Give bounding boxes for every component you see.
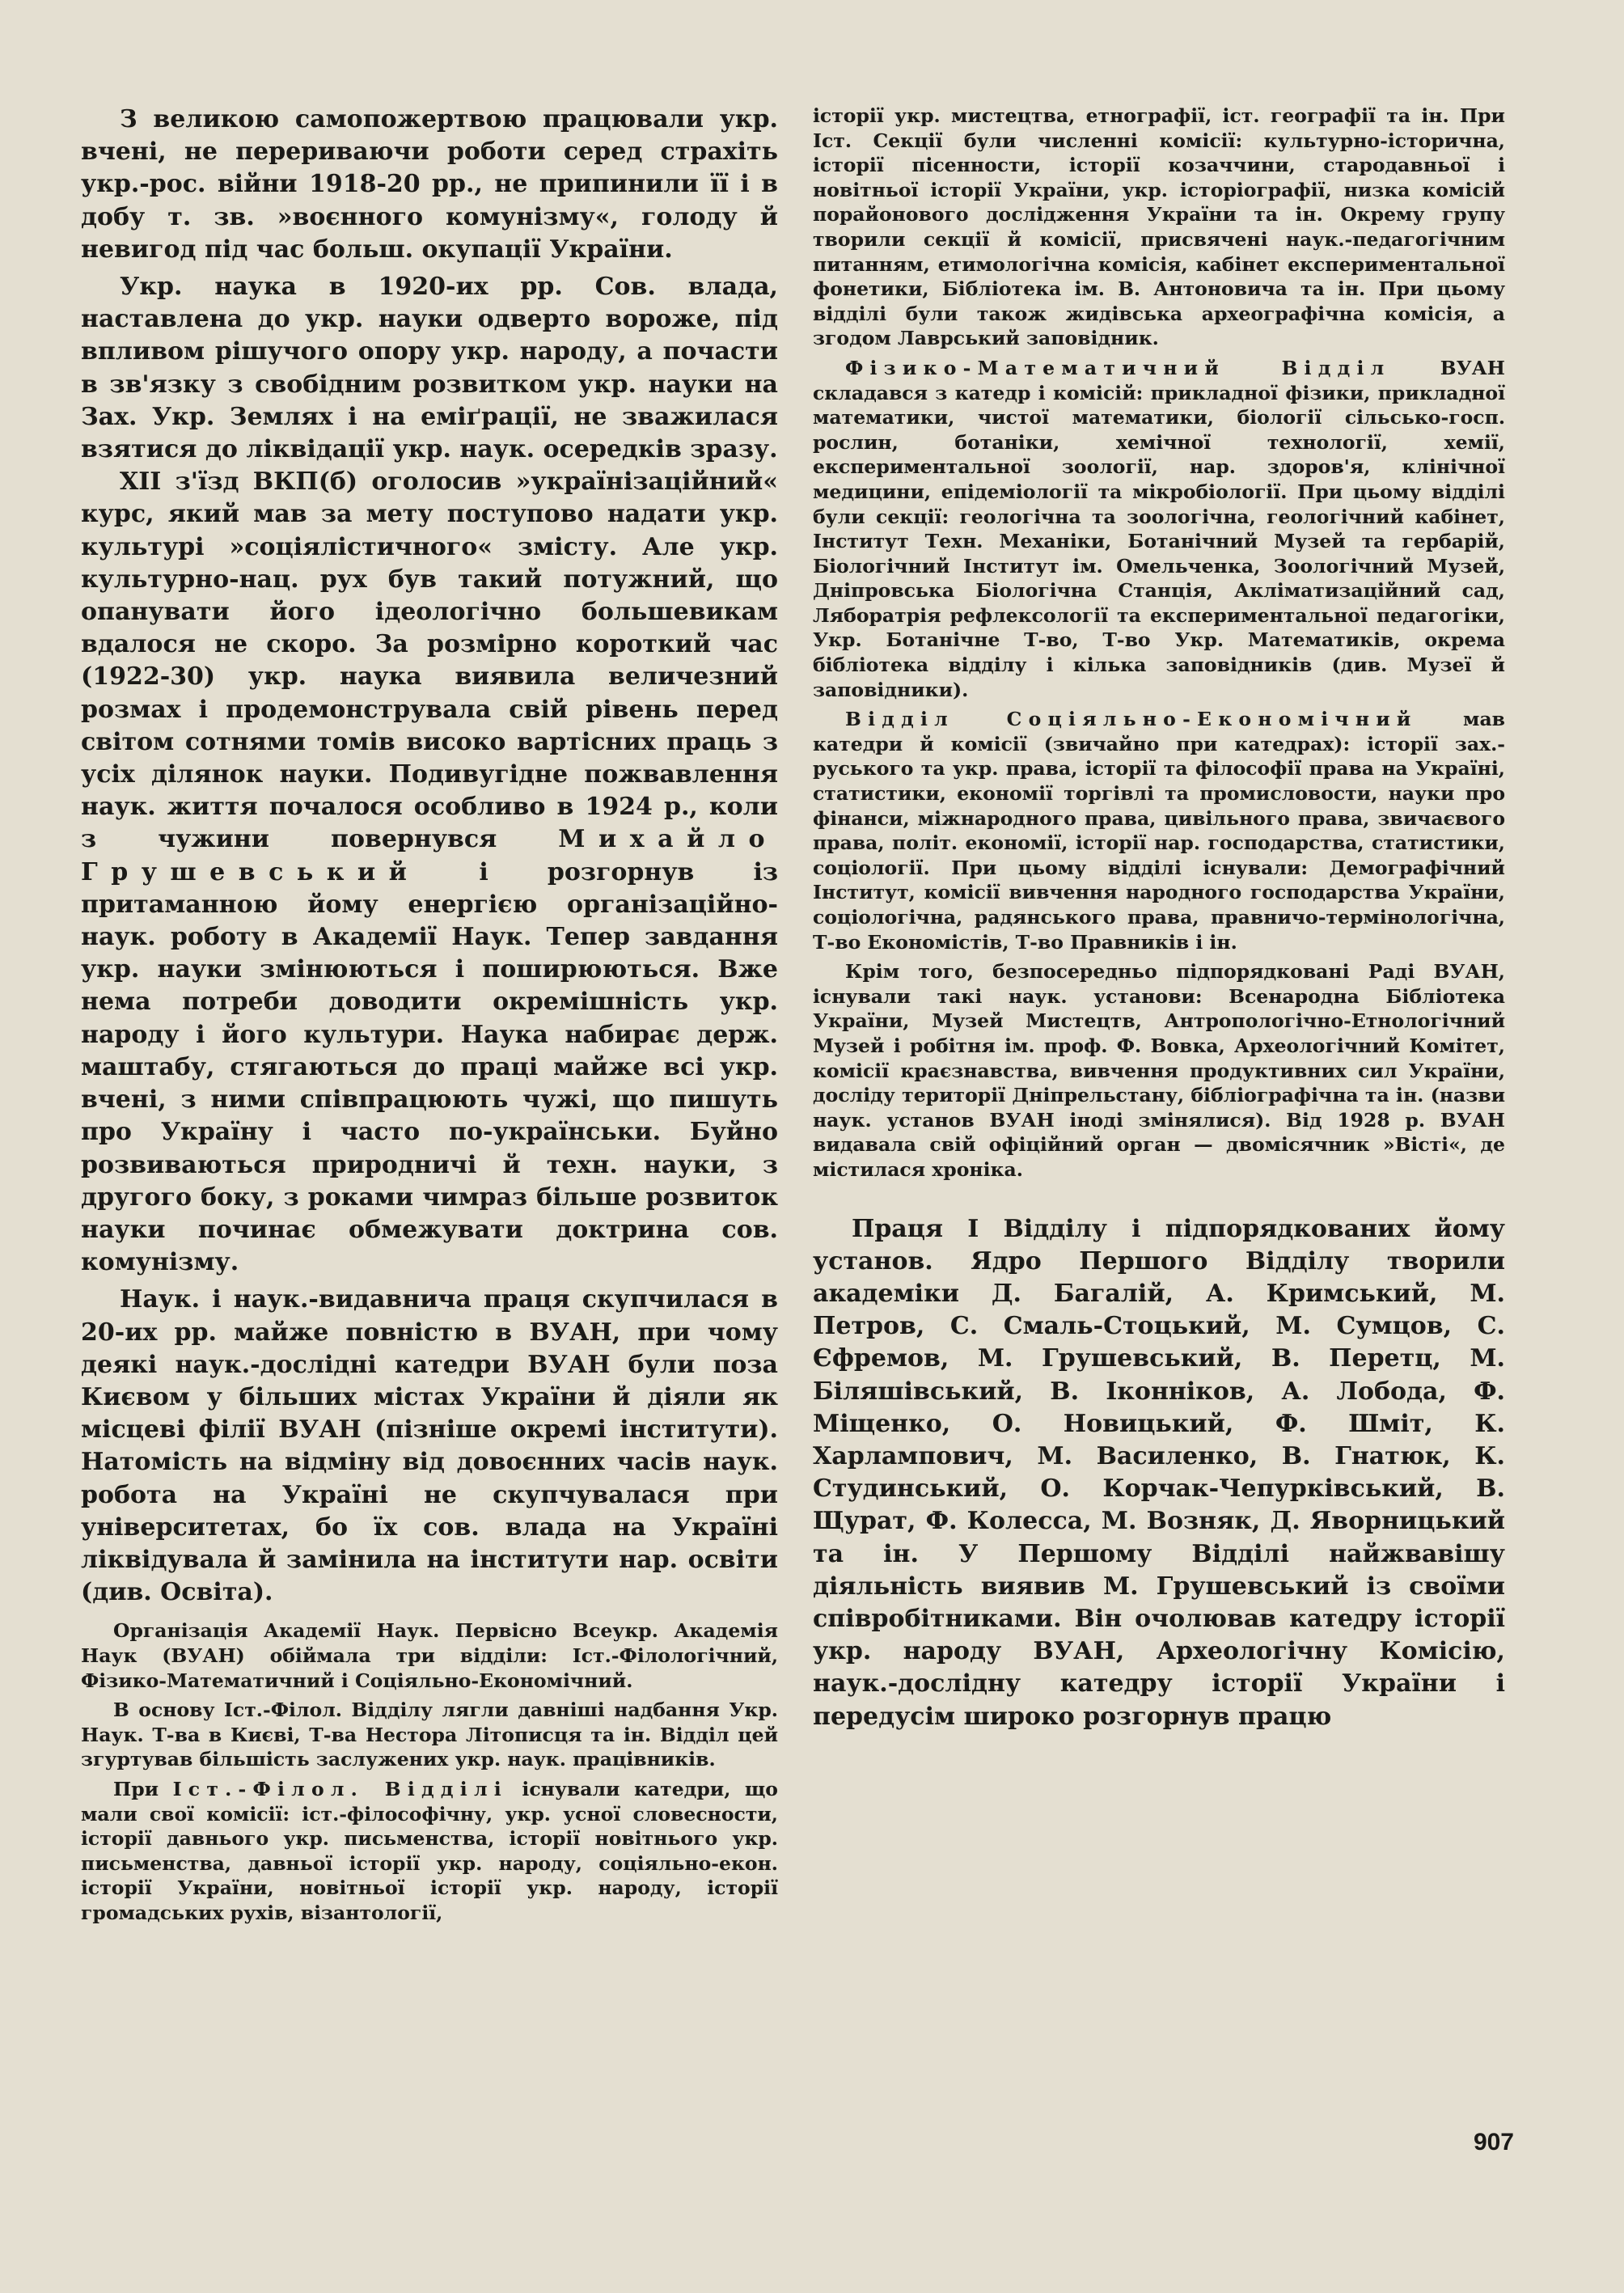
paragraph-text: XII з'їзд ВКП(б) оголосив »українізаційний« курс, який мав за мету поступово надати укр. культурі »соціялістичного« змісту. Але укр. культурно-нац. рух був такий потужний, що опанувати його ідеологічно большевикам вдалося не скоро. За розмірно короткий час (1922-30) укр. наука виявила величезний розмах і продемонструвала свій рівень перед світом сотнями томів високо вартісних праць з усіх ділянок науки. Подивугідне пожвавлення наук. життя почалося особливо в 1924 р., коли з чужини повернувся	[81, 467, 778, 854]
paragraph-text: Первісно Всеукр. Академія Наук (ВУАН) обіймала три відділи: Іст.-Філологічний, Фізико-Математичний і Соціяльно-Економічний.	[81, 1619, 778, 1692]
section-heading: Іст.-Філол. Відділі	[172, 1777, 508, 1800]
paragraph-text: ВУАН складався з катедр і комісій: прикладної фізики, прикладної математики, чистої математики, біології сільсько-госп. рослин, ботаніки, хемічної технології, хемії, експериментальної зоології, нар. здоров'я, клінічної медицини, епідеміології та мікробіології. При цьому відділі були секції: геологічна та зоологічна, геологічний кабінет, Інститут Техн. Механіки, Ботанічний Музей та гербарій, Біологічний Інститут ім. Омельченка, Зоологічний Музей, Дніпровська Біологічна Станція, Акліматизаційний сад, Ляборатрія рефлексології та експериментальної педагогіки, Укр. Ботанічне Т-во, Т-во Укр. Математиків, окрема бібліотека відділу і кілька заповідників (див. Музеї й заповідники).	[813, 356, 1505, 701]
paragraph: З великою самопожертвою працювали укр. вчені, не перериваючи роботи серед страхіть укр.-рос. війни 1918-20 рр., не припинили її і в добу т. зв. »воєнного комунізму«, голоду й невигод під час больш. окупації України.	[81, 105, 778, 264]
paragraph-text: і розгорнув із притаманною йому енергією організаційно-наук. роботу в Академії Наук. Тепер завдання укр. науки змінюються і поширюються. Вже нема потреби доводити окремішність укр. народу і його культури. Наука набирає держ. маштабу, стягаються до праці майже всі укр. вчені, з ними співпрацюють чужі, що пишуть про Україну і часто по-українськи. Буйно розвиваються природничі й техн. науки, з другого боку, з роками чимраз більше розвиток науки починає обмежувати доктрина сов. комунізму.	[81, 857, 778, 1277]
paragraph	[813, 707, 1505, 954]
paragraph: Наук. і наук.-видавнича праця скупчилася в 20-их рр. майже повністю в ВУАН, при чому деякі наук.-дослідні катедри ВУАН були поза Києвом у більших містах України й діяли як місцеві філії ВУАН (пізніше окремі інститути). Натомість на відміну від довоєнних часів наук. робота на Україні не скупчувалася при університетах, бо їх сов. влада на Україні ліквідувала й замінила на інститути нар. освіти (див. Освіта).	[81, 1285, 778, 1607]
paragraph-text: Сов. влада, наставлена до укр. науки одверто ворожe, під впливом рішучого опору укр. народу, а почасти в зв'язку з свобідним розвитком укр. науки на Зах. Укр. Землях і на еміґрації, не зважилася взятися до ліквідації укр. наук. осередків зразу.	[81, 273, 778, 464]
section-heading: Відділ Соціяльно-Економічний	[845, 708, 1418, 731]
paragraph	[81, 271, 778, 466]
paragraph: історії укр. мистецтва, етнографії, іст. географії та ін. При Іст. Секції були численні комісії: культурно-історична, історії пісенности, історії козаччини, стародавньої і новітньої історії України, укр. історіографії, низка комісій порайонового дослідження України та ін. Окрему групу творили секції й комісії, присвячені наук.-педагогічним питанням, етимологічна комісія, кабінет експериментальної фонетики, Бібліотека ім. В. Антоновича та ін. При цьому відділі були також жидівська археографічна комісія, а згодом Лаврський заповідник.	[813, 104, 1505, 350]
section-heading: Праця І Відділу і підпорядкованих йому установ.	[813, 1214, 1505, 1276]
section-heading: Укр. наука в 1920-их рр.	[120, 273, 563, 302]
paragraph	[813, 1213, 1505, 1733]
right-column	[813, 104, 1505, 1733]
paragraph: Крім того, безпосередньо підпорядковані Раді ВУАН, існували такі наук. установи: Всенародна Бібліотека України, Музей Мистецтв, Антропологічно-Етнологічний Музей і робітня ім. проф. Ф. Вовка, Археологічний Комітет, комісії краєзнавства, вивчення продуктивних сил України, досліду території Дніпрельстану, бібліографічна та ін. (назви наук. установ ВУАН іноді змінялися). Від 1928 р. ВУАН видавала свій офіційний орган — двомісячник »Вісті«, де містилася хроніка.	[813, 960, 1505, 1181]
paragraph-text: При	[113, 1777, 173, 1800]
paragraph-text: Ядро Першого Відділу творили академіки Д. Багалій, А. Кримський, М. Петров, С. Смаль-Стоцький, М. Сумцов, С. Єфремов, М. Грушевський, В. Перетц, М. Біляшівський, В. Іконніков, А. Лобода, Ф. Міщенко, О. Новицький, Ф. Шміт, К. Харлампович, М. Василенко, В. Гнатюк, К. Студинський, О. Корчак-Чепурківський, В. Щурат, Ф. Колесса, М. Возняк, Д. Яворницький та ін. У Першому Відділі найжвавішу діяльність виявив М. Грушевський із своїми співробітниками. Він очолював катедру історії укр. народу ВУАН, Археологічну Комісію, наук.-дослідну катедру історії України і передусім широко розгорнув працю	[813, 1246, 1505, 1731]
paragraph	[81, 1777, 778, 1926]
section-heading: Фізико-Математичний Відділ	[845, 356, 1391, 379]
person-name: Михайло Грушевський	[81, 825, 778, 886]
section-heading: Організація Академії Наук.	[113, 1619, 440, 1643]
paragraph: В основу Іст.-Філол. Відділу лягли давніші надбання Укр. Наук. Т-ва в Києві, Т-ва Нестора Літописця та ін. Відділ цей згуртував більшість заслужених укр. наук. працівників.	[81, 1699, 778, 1771]
paragraph-text: існували катедри, що мали свої комісії: іст.-філософічну, укр. усної словесности, історії давнього укр. письменства, історії новітнього укр. письменства, давньої історії укр. народу, соціяльно-екон. історії України, новітньої історії укр. народу, історії громадських рухів, візантології,	[81, 1777, 778, 1924]
paragraph	[81, 1618, 778, 1693]
page-number: 907	[1473, 2129, 1514, 2156]
left-column	[81, 104, 778, 1925]
paragraph-text: мав катедри й комісії (звичайно при катедрах): історії зах.-руського та укр. права, історії та філософії права на Україні, статистики, економії торгівлі та промисловости, науки про фінанси, міжнародного права, цивільного права, звичаєвого права, політ. економії, історії нар. господарства, статистики, соціології. При цьому відділі існували: Демографічний Інститут, комісії вивчення народного господарства України, соціологічна, радянського права, правничо-термінологічна, Т-во Економістів, Т-во Правників і ін.	[813, 708, 1505, 954]
paragraph	[81, 466, 778, 1279]
paragraph	[813, 356, 1505, 702]
